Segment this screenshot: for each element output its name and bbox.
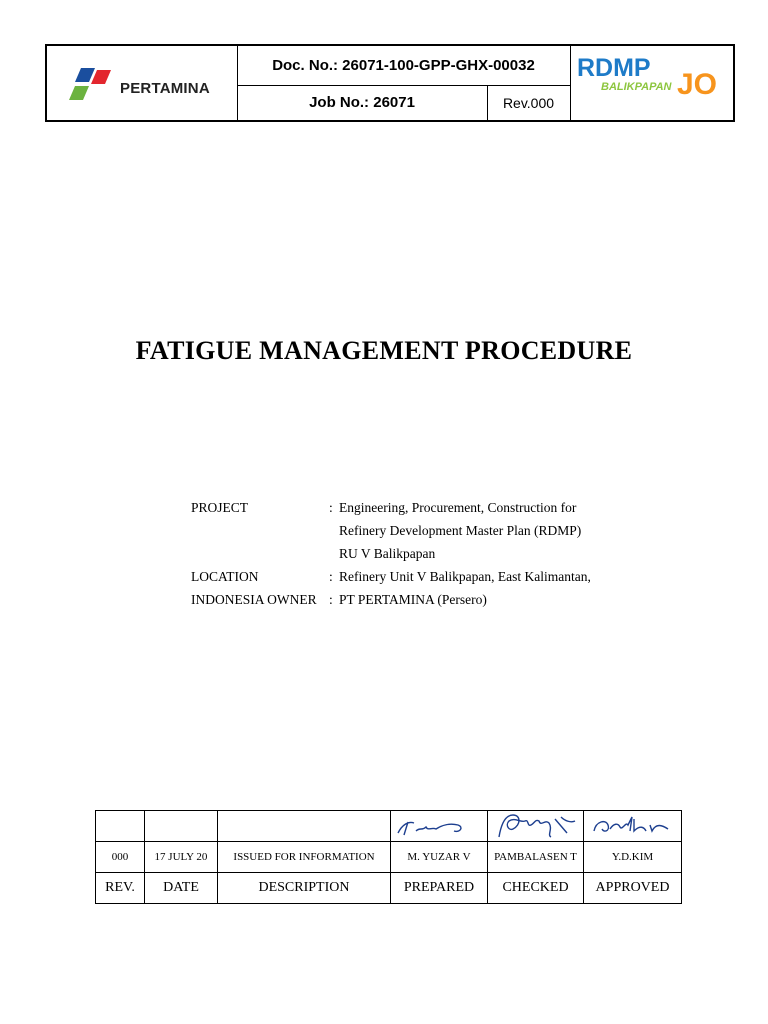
- approved-value: Y.D.KIM: [584, 842, 682, 873]
- project-colon: :: [329, 500, 333, 515]
- sig-cell-approved: [584, 811, 682, 842]
- prepared-signature: [394, 813, 484, 839]
- project-value-line-3: RU V Balikpapan: [339, 546, 436, 561]
- approved-signature: [588, 813, 678, 839]
- revision-number: Rev.000: [502, 94, 555, 111]
- job-number: Job No.: 26071: [237, 85, 488, 120]
- checked-signature: [491, 811, 581, 841]
- signature-row: [96, 811, 682, 842]
- description-value: ISSUED FOR INFORMATION: [218, 842, 391, 873]
- document-number: Doc. No.: 26071-100-GPP-GHX-00032: [237, 46, 570, 86]
- company-name: PERTAMINA: [120, 80, 210, 97]
- rdmp-jo-logo-icon: [575, 52, 730, 110]
- project-value-line-1: Engineering, Procurement, Construction for: [339, 500, 577, 515]
- jo-logo-text: JO: [677, 68, 718, 101]
- project-value-line-2: Refinery Development Master Plan (RDMP): [339, 523, 582, 538]
- sig-cell-rev: [96, 811, 145, 842]
- document-header: [45, 44, 735, 122]
- date-value: 17 JULY 20: [145, 842, 218, 873]
- project-label: PROJECT: [191, 500, 249, 515]
- sig-cell-prepared: [391, 811, 488, 842]
- location-colon: :: [329, 569, 333, 584]
- sig-cell-date: [145, 811, 218, 842]
- revision-data-row: [96, 842, 682, 873]
- description-header: DESCRIPTION: [218, 873, 391, 904]
- owner-value: PT PERTAMINA (Persero): [339, 592, 487, 607]
- sig-cell-description: [218, 811, 391, 842]
- location-label: LOCATION: [191, 569, 259, 584]
- project-logo-cell: [570, 46, 734, 120]
- document-title: FATIGUE MANAGEMENT PROCEDURE: [135, 336, 633, 365]
- sig-cell-checked: [488, 811, 584, 842]
- owner-colon: :: [329, 592, 333, 607]
- rdmp-logo-text: RDMP: [577, 54, 651, 82]
- prepared-value: M. YUZAR V: [391, 842, 488, 873]
- location-value: Refinery Unit V Balikpapan, East Kalimantan,: [339, 569, 591, 584]
- revision-table: [95, 810, 682, 904]
- company-logo-cell: [47, 46, 238, 120]
- checked-value: PAMBALASEN T: [488, 842, 584, 873]
- date-header: DATE: [145, 873, 218, 904]
- rev-value: 000: [96, 842, 145, 873]
- owner-label: INDONESIA OWNER: [191, 592, 317, 607]
- rev-header: REV.: [96, 873, 145, 904]
- approved-header: APPROVED: [584, 873, 682, 904]
- pertamina-logo-icon: [67, 68, 117, 104]
- checked-header: CHECKED: [488, 873, 584, 904]
- revision-header-row: [96, 873, 682, 904]
- balikpapan-logo-text: BALIKPAPAN: [601, 81, 672, 93]
- prepared-header: PREPARED: [391, 873, 488, 904]
